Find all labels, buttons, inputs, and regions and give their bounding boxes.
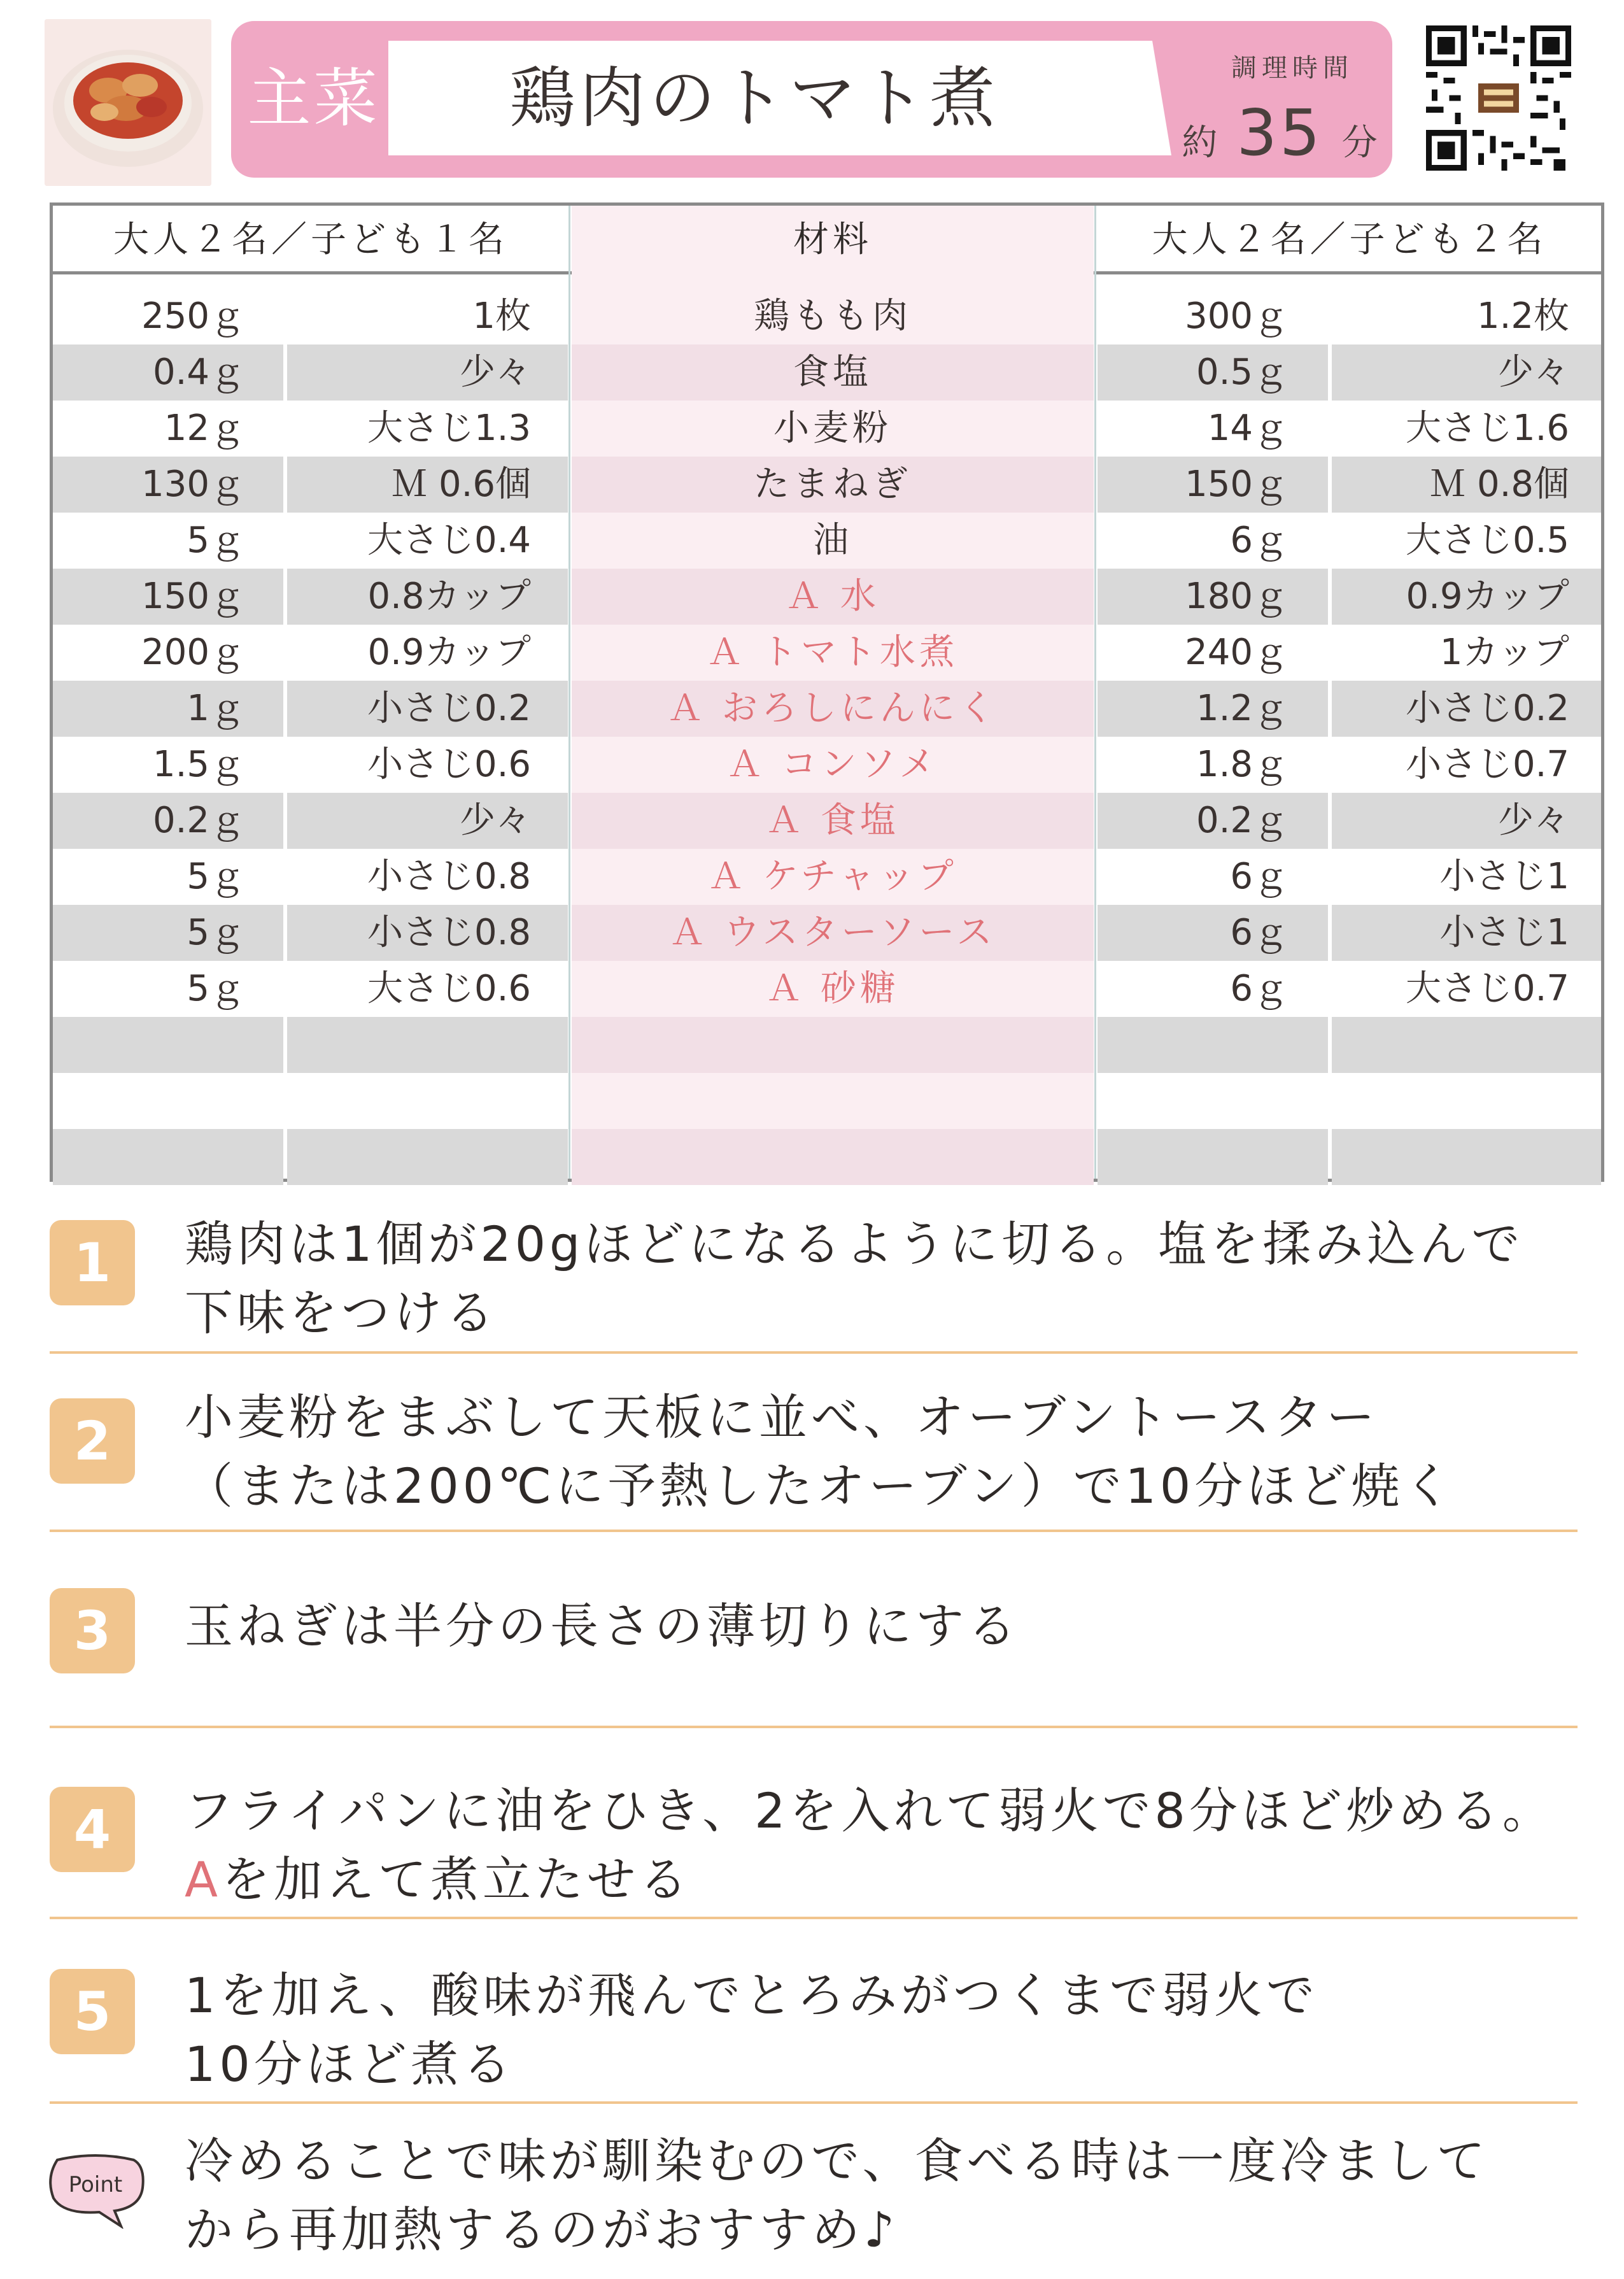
amount-measure-small-family: 小さじ0.8 bbox=[287, 905, 568, 961]
step-5-text bbox=[185, 1961, 1585, 2099]
amount-measure-large-family: 大さじ0.7 bbox=[1332, 961, 1601, 1017]
step-2-line-2: （または200℃に予熱したオーブン）で10分ほど焼く bbox=[185, 1458, 1456, 1514]
ingredient-name: Ａ ケチャップ bbox=[572, 849, 1094, 905]
amount-measure-large-family: 小さじ1 bbox=[1332, 849, 1601, 905]
step-5-line-2: 10分ほど煮る bbox=[185, 2036, 515, 2092]
amount-grams-small-family: 12ｇ bbox=[53, 401, 283, 457]
table-row bbox=[53, 793, 1601, 849]
table-row bbox=[53, 1073, 1601, 1129]
header-ingredients: 材料 bbox=[572, 206, 1094, 274]
amount-grams-small-family: 1ｇ bbox=[53, 681, 283, 737]
amount-measure-large-family: 小さじ0.2 bbox=[1332, 681, 1601, 737]
amount-measure-large-family bbox=[1332, 1017, 1601, 1073]
amount-grams-small-family: 5ｇ bbox=[53, 513, 283, 569]
ingredient-name: 食塩 bbox=[572, 344, 1094, 401]
amount-grams-large-family: 1.2ｇ bbox=[1098, 681, 1328, 737]
amount-grams-large-family: 150ｇ bbox=[1098, 457, 1328, 513]
amount-measure-small-family: 大さじ0.4 bbox=[287, 513, 568, 569]
dish-photo bbox=[45, 19, 211, 186]
amount-grams-large-family: 1.8ｇ bbox=[1098, 737, 1328, 793]
amount-measure-small-family: 大さじ0.6 bbox=[287, 961, 568, 1017]
dish-photo-image bbox=[45, 19, 211, 186]
amount-grams-small-family: 5ｇ bbox=[53, 961, 283, 1017]
amount-measure-large-family: 大さじ0.5 bbox=[1332, 513, 1601, 569]
amount-measure-large-family: 1カップ bbox=[1332, 625, 1601, 681]
ingredient-name: 小麦粉 bbox=[572, 401, 1094, 457]
amount-grams-large-family: 6ｇ bbox=[1098, 513, 1328, 569]
amount-grams-small-family: 0.4ｇ bbox=[53, 344, 283, 401]
amount-grams-large-family: 0.5ｇ bbox=[1098, 344, 1328, 401]
amount-grams-large-family: 6ｇ bbox=[1098, 961, 1328, 1017]
amount-measure-small-family: Ｍ 0.6個 bbox=[287, 457, 568, 513]
amount-grams-large-family bbox=[1098, 1073, 1328, 1129]
point-line-2: から再加熱するのがおすすめ♪ bbox=[185, 2201, 899, 2258]
recipe-title: 鶏肉のトマト煮 bbox=[509, 59, 999, 137]
ingredient-name: 鶏もも肉 bbox=[572, 288, 1094, 344]
step-4-ingredient-a-marker: A bbox=[185, 1851, 222, 1908]
step-number-2: 2 bbox=[50, 1398, 135, 1484]
amount-grams-small-family: 130ｇ bbox=[53, 457, 283, 513]
qr-code-icon[interactable] bbox=[1426, 25, 1571, 171]
amount-measure-small-family: 0.9カップ bbox=[287, 625, 568, 681]
amount-grams-large-family bbox=[1098, 1129, 1328, 1185]
table-row bbox=[53, 513, 1601, 569]
amount-measure-small-family: 少々 bbox=[287, 793, 568, 849]
step-1-line-2: 下味をつける bbox=[185, 1284, 498, 1341]
table-row bbox=[53, 344, 1601, 401]
amount-grams-small-family: 1.5ｇ bbox=[53, 737, 283, 793]
amount-grams-large-family: 300ｇ bbox=[1098, 288, 1328, 344]
table-row bbox=[53, 681, 1601, 737]
amount-grams-small-family: 150ｇ bbox=[53, 569, 283, 625]
step-2-text bbox=[185, 1383, 1585, 1521]
table-row bbox=[53, 905, 1601, 961]
step-4-line-2 bbox=[185, 1845, 1585, 1914]
ingredient-name: Ａ ウスターソース bbox=[572, 905, 1094, 961]
amount-measure-small-family: 0.8カップ bbox=[287, 569, 568, 625]
step-number-3: 3 bbox=[50, 1588, 135, 1673]
step-3-line-1: 玉ねぎは半分の長さの薄切りにする bbox=[185, 1598, 1020, 1654]
amount-grams-large-family: 6ｇ bbox=[1098, 849, 1328, 905]
cooking-time bbox=[1171, 96, 1388, 170]
table-row bbox=[53, 737, 1601, 793]
time-unit: 分 bbox=[1341, 122, 1378, 164]
amount-measure-small-family bbox=[287, 1073, 568, 1129]
ingredient-name: Ａ 水 bbox=[572, 569, 1094, 625]
amount-grams-small-family bbox=[53, 1073, 283, 1129]
step-3-text bbox=[185, 1592, 1585, 1661]
amount-measure-small-family bbox=[287, 1017, 568, 1073]
time-value: 35 bbox=[1236, 96, 1323, 170]
amount-measure-large-family bbox=[1332, 1073, 1601, 1129]
amount-measure-large-family: 少々 bbox=[1332, 344, 1601, 401]
table-row bbox=[53, 1129, 1601, 1185]
ingredient-name: たまねぎ bbox=[572, 457, 1094, 513]
point-text bbox=[185, 2127, 1585, 2264]
ingredient-name: Ａ 食塩 bbox=[572, 793, 1094, 849]
ingredient-name bbox=[572, 1129, 1094, 1185]
header-two-adults-two-children: 大人２名／子ども２名 bbox=[1152, 219, 1547, 260]
time-prefix: 約 bbox=[1182, 122, 1218, 164]
amount-measure-small-family: 小さじ0.8 bbox=[287, 849, 568, 905]
amount-measure-large-family: 大さじ1.6 bbox=[1332, 401, 1601, 457]
step-divider bbox=[50, 1917, 1578, 1919]
table-row bbox=[53, 1017, 1601, 1073]
cooking-time-label: 調理時間 bbox=[1231, 53, 1353, 83]
step-1-text bbox=[185, 1210, 1585, 1347]
table-row bbox=[53, 849, 1601, 905]
table-header bbox=[53, 206, 1601, 274]
step-4-line-1: フライパンに油をひき、2を入れて弱火で8分ほど炒める。 bbox=[185, 1782, 1555, 1839]
amount-measure-large-family: 小さじ0.7 bbox=[1332, 737, 1601, 793]
step-4-line-2-rest: を加えて煮立たせる bbox=[222, 1851, 691, 1908]
amount-measure-large-family: 1.2枚 bbox=[1332, 288, 1601, 344]
step-divider bbox=[50, 1726, 1578, 1728]
point-label: Point bbox=[68, 2172, 123, 2197]
amount-grams-large-family: 6ｇ bbox=[1098, 905, 1328, 961]
table-row bbox=[53, 569, 1601, 625]
amount-measure-large-family: 小さじ1 bbox=[1332, 905, 1601, 961]
amount-grams-large-family: 180ｇ bbox=[1098, 569, 1328, 625]
ingredient-name: Ａ コンソメ bbox=[572, 737, 1094, 793]
table-row bbox=[53, 401, 1601, 457]
ingredient-name bbox=[572, 1017, 1094, 1073]
amount-measure-large-family: Ｍ 0.8個 bbox=[1332, 457, 1601, 513]
amount-measure-small-family: 大さじ1.3 bbox=[287, 401, 568, 457]
amount-grams-small-family bbox=[53, 1017, 283, 1073]
ingredient-name: Ａ 砂糖 bbox=[572, 961, 1094, 1017]
table-row bbox=[53, 457, 1601, 513]
ingredient-name: 油 bbox=[572, 513, 1094, 569]
ingredient-table bbox=[50, 202, 1604, 1182]
amount-grams-large-family: 0.2ｇ bbox=[1098, 793, 1328, 849]
header-two-adults-one-child: 大人２名／子ども１名 bbox=[113, 219, 508, 260]
step-4-text bbox=[185, 1777, 1585, 1914]
step-number-5: 5 bbox=[50, 1969, 135, 2054]
step-number-1: 1 bbox=[50, 1220, 135, 1305]
amount-grams-large-family bbox=[1098, 1017, 1328, 1073]
ingredient-name: Ａ おろしにんにく bbox=[572, 681, 1094, 737]
amount-grams-small-family: 0.2ｇ bbox=[53, 793, 283, 849]
table-row bbox=[53, 625, 1601, 681]
amount-grams-small-family: 200ｇ bbox=[53, 625, 283, 681]
amount-grams-large-family: 14ｇ bbox=[1098, 401, 1328, 457]
amount-measure-large-family: 0.9カップ bbox=[1332, 569, 1601, 625]
amount-grams-small-family: 5ｇ bbox=[53, 849, 283, 905]
ingredient-name: Ａ トマト水煮 bbox=[572, 625, 1094, 681]
step-number-4: 4 bbox=[50, 1787, 135, 1872]
table-row bbox=[53, 961, 1601, 1017]
step-divider bbox=[50, 1351, 1578, 1354]
amount-grams-small-family: 250ｇ bbox=[53, 288, 283, 344]
ingredient-name bbox=[572, 1073, 1094, 1129]
category-label: 主菜 bbox=[247, 61, 380, 136]
step-2-line-1: 小麦粉をまぶして天板に並べ、オーブントースター bbox=[185, 1389, 1379, 1445]
amount-measure-small-family: 少々 bbox=[287, 344, 568, 401]
amount-measure-large-family: 少々 bbox=[1332, 793, 1601, 849]
amount-grams-small-family: 5ｇ bbox=[53, 905, 283, 961]
speech-bubble-icon bbox=[45, 2152, 146, 2229]
step-5-line-1: 1を加え、酸味が飛んでとろみがつくまで弱火で bbox=[185, 1967, 1318, 2024]
step-divider bbox=[50, 2101, 1578, 2104]
amount-measure-large-family bbox=[1332, 1129, 1601, 1185]
table-row bbox=[53, 288, 1601, 344]
amount-measure-small-family bbox=[287, 1129, 568, 1185]
amount-measure-small-family: 小さじ0.2 bbox=[287, 681, 568, 737]
amount-measure-small-family: 1枚 bbox=[287, 288, 568, 344]
step-divider bbox=[50, 1530, 1578, 1532]
step-1-line-1: 鶏肉は1個が20gほどになるように切る。塩を揉み込んで bbox=[185, 1216, 1524, 1272]
point-line-1: 冷めることで味が馴染むので、食べる時は一度冷まして bbox=[185, 2133, 1489, 2189]
amount-grams-small-family bbox=[53, 1129, 283, 1185]
amount-measure-small-family: 小さじ0.6 bbox=[287, 737, 568, 793]
amount-grams-large-family: 240ｇ bbox=[1098, 625, 1328, 681]
